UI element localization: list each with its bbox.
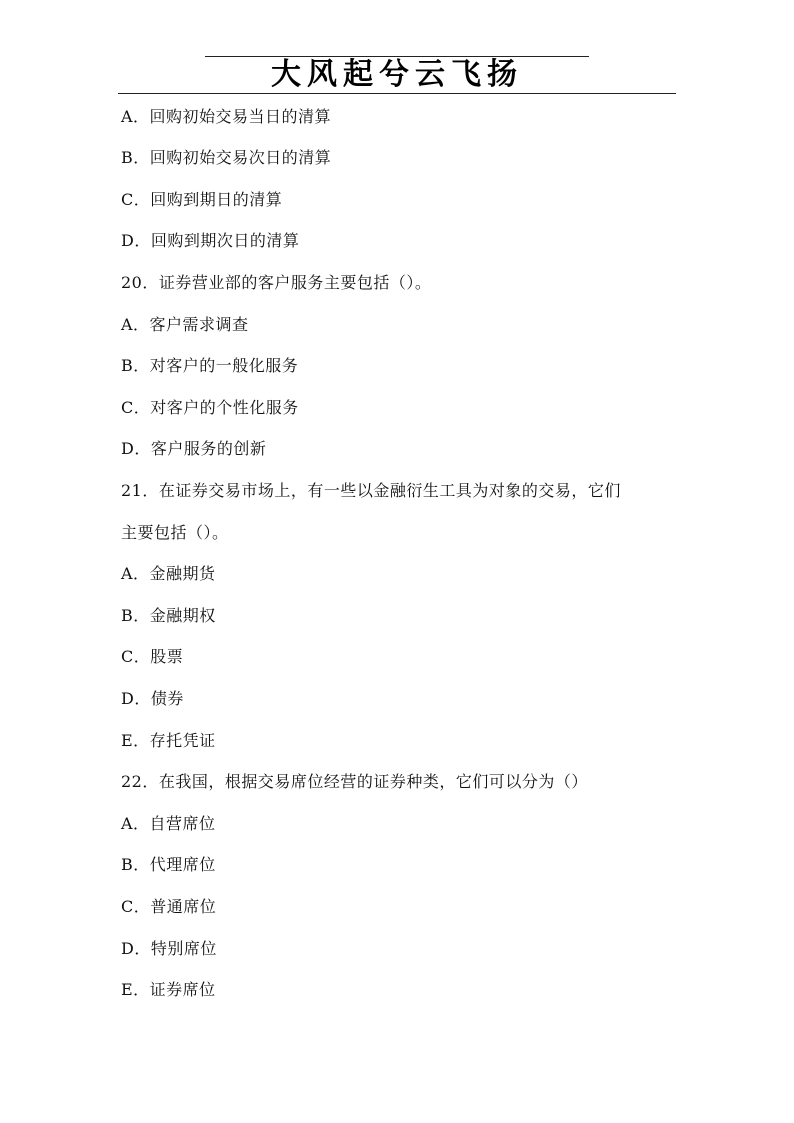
option-line: C．股票	[121, 647, 184, 666]
option-line: A．回购初始交易当日的清算	[121, 107, 332, 126]
question-line-continued: 主要包括（）。	[121, 523, 229, 542]
option-line: C．回购到期日的清算	[121, 190, 283, 209]
option-line: B．回购初始交易次日的清算	[121, 148, 332, 167]
option-line: D．客户服务的创新	[121, 439, 267, 458]
option-line: B．代理席位	[121, 855, 216, 874]
option-line: B．金融期权	[121, 606, 216, 625]
option-line: A．自营席位	[121, 814, 216, 833]
option-line: A．客户需求调查	[121, 315, 249, 334]
question-line: 21．在证券交易市场上，有一些以金融衍生工具为对象的交易，它们	[121, 481, 621, 500]
option-line: C．普通席位	[121, 897, 217, 916]
option-line: B．对客户的一般化服务	[121, 356, 299, 375]
option-line: D．债券	[121, 689, 184, 708]
question-line: 20．证券营业部的客户服务主要包括（）。	[121, 273, 432, 292]
header-title: 大风起兮云飞扬	[271, 57, 523, 92]
option-line: E．证券席位	[121, 980, 216, 999]
option-line: C．对客户的个性化服务	[121, 398, 299, 417]
option-line: D．回购到期次日的清算	[121, 231, 300, 250]
option-line: E．存托凭证	[121, 731, 216, 750]
option-line: D．特别席位	[121, 939, 217, 958]
option-line: A．金融期货	[121, 564, 216, 583]
question-line: 22．在我国，根据交易席位经营的证券种类，它们可以分为（）	[121, 772, 588, 791]
header-bottom-rule	[118, 93, 676, 94]
